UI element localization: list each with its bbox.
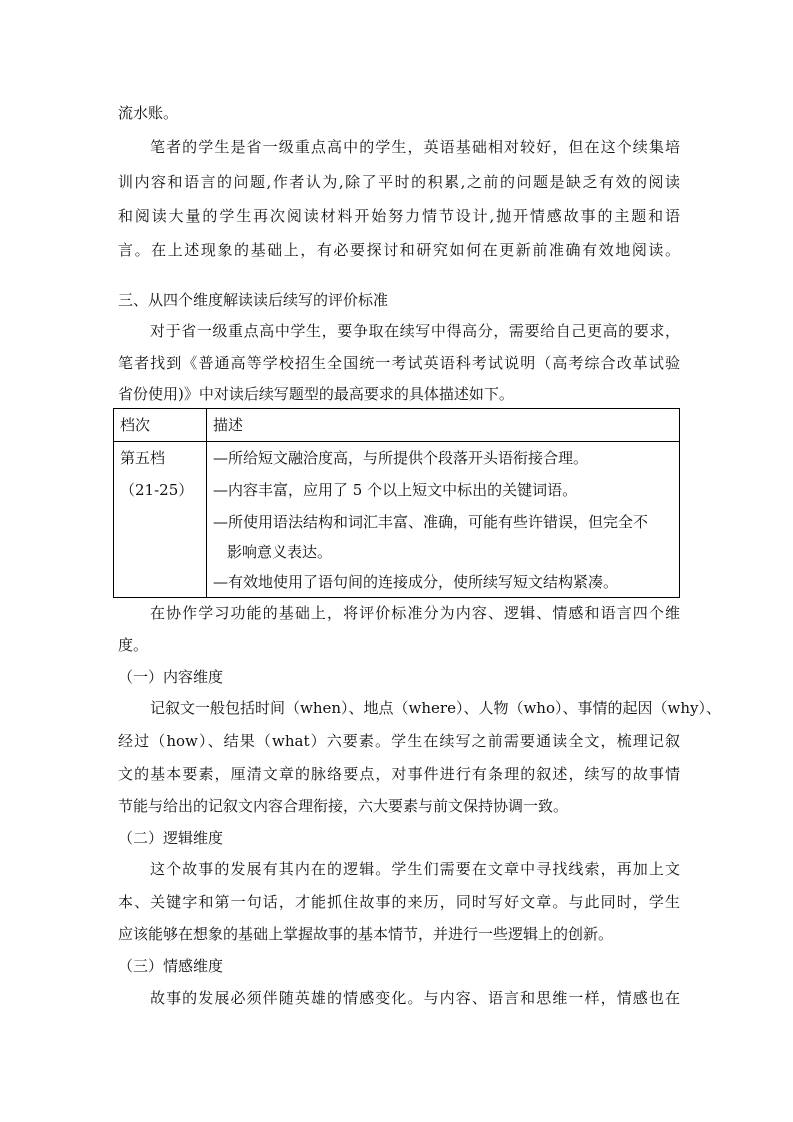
paragraph-line: 本、关键字和第一句话，才能抓住故事的来历，同时写好文章。与此同时，学生 — [118, 893, 680, 911]
subsection-heading: （二）逻辑维度 — [118, 829, 224, 847]
criteria-line: 影响意义表达。 — [227, 543, 333, 561]
paragraph-line: 言。在上述现象的基础上，有必要探讨和研究如何在更新前准确有效地阅读。 — [118, 241, 680, 259]
table-header-grade: 档次 — [120, 416, 151, 434]
paragraph-line: 和阅读大量的学生再次阅读材料开始努力情节设计,抛开情感故事的主题和语 — [118, 207, 680, 225]
paragraph-line: 度。 — [118, 636, 149, 654]
criteria-line: —所给短文融洽度高，与所提供个段落开头语衔接合理。 — [213, 449, 589, 467]
grade-name: 第五档 — [120, 449, 166, 467]
paragraph-tail: 流水账。 — [118, 104, 179, 122]
subsection-heading: （一）内容维度 — [118, 668, 224, 686]
subsection-heading: （三）情感维度 — [118, 957, 224, 975]
table-header-divider — [114, 441, 679, 442]
paragraph-line: 经过（how）、结果（what）六要素。学生在续写之前需要通读全文，梳理记叙 — [118, 732, 680, 750]
paragraph-line: 在协作学习功能的基础上，将评价标准分为内容、逻辑、情感和语言四个维 — [150, 604, 680, 622]
grade-range: （21-25） — [120, 481, 194, 499]
paragraph-line: 省份使用)》中对读后续写题型的最高要求的具体描述如下。 — [118, 385, 514, 403]
paragraph-line: 应该能够在想象的基础上掌握故事的基本情节，并进行一些逻辑上的创新。 — [118, 925, 614, 943]
evaluation-table — [113, 408, 680, 598]
paragraph-line: 对于省一级重点高中学生，要争取在续写中得高分，需要给自己更高的要求， — [150, 322, 680, 340]
table-column-divider — [206, 409, 207, 597]
criteria-line: —有效地使用了语句间的连接成分，使所续写短文结构紧凑。 — [213, 573, 619, 591]
paragraph-line: 故事的发展必须伴随英雄的情感变化。与内容、语言和思维一样，情感也在 — [150, 989, 680, 1007]
table-header-description: 描述 — [213, 416, 244, 434]
paragraph-line: 笔者找到《普通高等学校招生全国统一考试英语科考试说明（高考综合改革试验 — [118, 354, 680, 372]
paragraph-line: 文的基本要素，厘清文章的脉络要点，对事件进行有条理的叙述，续写的故事情 — [118, 765, 680, 783]
section-heading: 三、从四个维度解读读后续写的评价标准 — [118, 291, 389, 309]
paragraph-line: 这个故事的发展有其内在的逻辑。学生们需要在文章中寻找线索，再加上文 — [150, 860, 680, 878]
paragraph-line: 训内容和语言的问题,作者认为,除了平时的积累,之前的问题是缺乏有效的阅读 — [118, 173, 680, 191]
paragraph-line: 笔者的学生是省一级重点高中的学生，英语基础相对较好，但在这个续集培 — [150, 138, 680, 156]
paragraph-line: 节能与给出的记叙文内容合理衔接，六大要素与前文保持协调一致。 — [118, 797, 569, 815]
paragraph-line: 记叙文一般包括时间（when）、地点（where）、人物（who）、事情的起因（why）、 — [150, 699, 721, 717]
criteria-line: —内容丰富，应用了 5 个以上短文中标出的关键词语。 — [213, 481, 578, 499]
criteria-line: —所使用语法结构和词汇丰富、准确，可能有些许错误，但完全不 — [213, 513, 649, 531]
